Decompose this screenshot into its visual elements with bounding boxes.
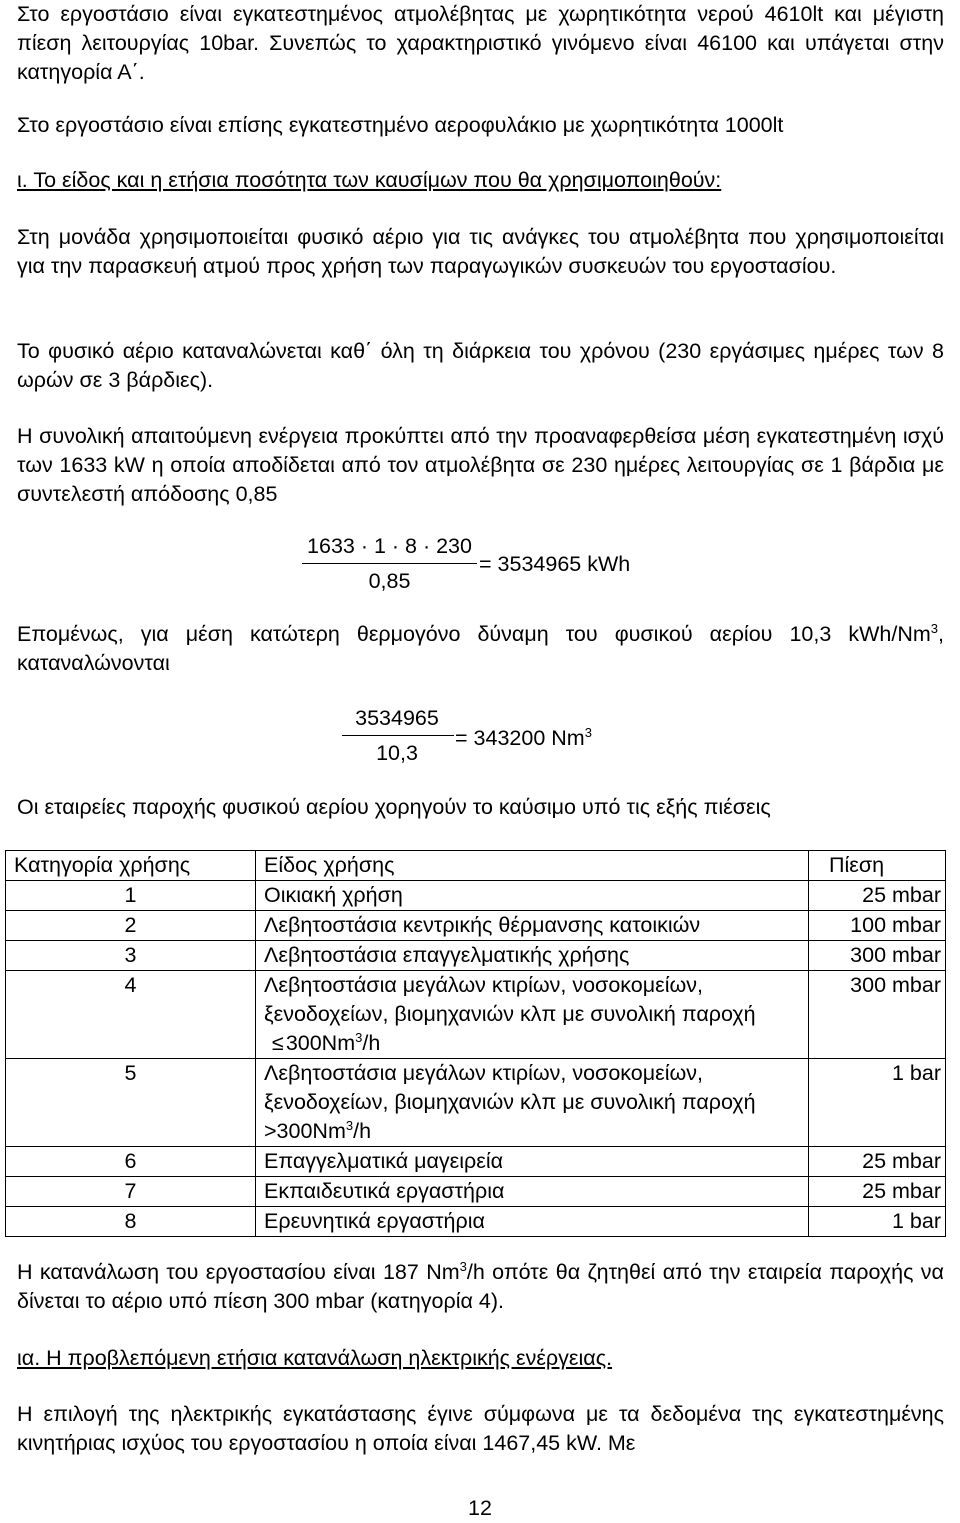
row-pressure: 100 mbar xyxy=(809,911,946,941)
row-pressure: 1 bar xyxy=(809,1059,946,1147)
header-pressure: Πίεση xyxy=(809,851,946,881)
heating-value-sup: 3 xyxy=(930,620,939,636)
consumption-period-paragraph: Το φυσικό αέριο καταναλώνεται καθ΄ όλη τη διάρκεια του χρόνου (230 εργάσιμες ημέρες των 8 ωρών σε 3 βάρδιες). xyxy=(17,339,944,392)
row-usage-type: Εκπαιδευτικά εργαστήρια xyxy=(256,1177,809,1207)
row-category: 2 xyxy=(6,911,256,941)
table-row xyxy=(6,881,946,911)
table-row xyxy=(6,1147,946,1177)
row-usage-unit: /h xyxy=(362,1031,381,1055)
row-category: 7 xyxy=(6,1177,256,1207)
row-pressure: 1 bar xyxy=(809,1207,946,1237)
intro-paragraph: Στο εργοστάσιο είναι εγκατεστημένος ατμολέβητας με χωρητικότητα νερού 4610lt και μέγιστη πίεση λειτουργίας 10bar. Συνεπώς το χαρακτηριστικό γινόμενο είναι 46100 και υπάγεται στην κατηγορία Α΄. xyxy=(17,2,944,84)
electrical-installation-paragraph: Η επιλογή της ηλεκτρικής εγκατάστασης έγινε σύμφωνα με τα δεδομένα της εγκατεστημένης κινητήριας ισχύος του εργοστασίου η οποία είναι 1467,45 kW. Με xyxy=(17,1402,944,1455)
row-category: 5 xyxy=(6,1059,256,1147)
heating-value-tail: , καταναλώνονται xyxy=(17,622,944,675)
row-category: 8 xyxy=(6,1207,256,1237)
row-usage-type: Οικιακή χρήση xyxy=(256,881,809,911)
page-number: 12 xyxy=(468,1496,492,1520)
row-category: 4 xyxy=(6,971,256,1059)
natural-gas-usage-paragraph: Στη μονάδα χρησιμοποιείται φυσικό αέριο για τις ανάγκες του ατμολέβητα που χρησιμοποιείται για την παρασκευή ατμού προς χρήση των παραγωγικών συσκευών του εργοστασίου. xyxy=(17,225,944,278)
row-pressure: 25 mbar xyxy=(809,1177,946,1207)
table-row xyxy=(6,1059,946,1147)
formula1-denominator: 0,85 xyxy=(368,569,411,593)
table-row xyxy=(6,1177,946,1207)
header-usage-type: Είδος χρήσης xyxy=(256,851,809,881)
section-i-heading: ι. Το είδος και η ετήσια ποσότητα των καυσίμων που θα χρησιμοποιηθούν: xyxy=(17,168,722,192)
row-category: 6 xyxy=(6,1147,256,1177)
formula1-result: = 3534965 kWh xyxy=(479,552,631,576)
formula1-numerator: 1633 · 1 · 8 · 230 xyxy=(307,534,472,558)
row-usage-type: Ερευνητικά εργαστήρια xyxy=(256,1207,809,1237)
formula2-result-sup: 3 xyxy=(584,724,592,740)
factory-consumption-text: Η κατανάλωση του εργοστασίου είναι 187 Nm xyxy=(17,1260,460,1284)
row-pressure: 300 mbar xyxy=(809,941,946,971)
formula1-fraction-bar xyxy=(302,563,477,564)
row-category: 1 xyxy=(6,881,256,911)
header-category: Κατηγορία χρήσης xyxy=(6,851,256,881)
formula2-result-text: = 343200 Nm xyxy=(455,726,585,750)
formula2-fraction-bar xyxy=(342,735,454,736)
formula2-denominator: 10,3 xyxy=(376,741,418,765)
row-usage-unit: /h xyxy=(353,1119,372,1143)
row-usage-type: Λεβητοστάσια κεντρικής θέρμανσης κατοικιών xyxy=(256,911,809,941)
heating-value-text: Επομένως, για μέση κατώτερη θερμογόνο δύναμη του φυσικού αερίου 10,3 kWh/Nm xyxy=(17,622,931,646)
table-header-row xyxy=(6,851,946,881)
table-row xyxy=(6,1207,946,1237)
less-or-equal-symbol: ≤ xyxy=(272,1031,284,1055)
row-usage-type xyxy=(256,1059,809,1147)
volume-formula xyxy=(17,702,944,772)
factory-consumption-sup: 3 xyxy=(459,1258,467,1274)
air-tank-paragraph: Στο εργοστάσιο είναι επίσης εγκατεστημένο αεροφυλάκιο με χωρητικότητα 1000lt xyxy=(17,113,784,137)
heating-value-paragraph xyxy=(17,620,944,678)
table-row xyxy=(6,971,946,1059)
row-usage-flow: 300Nm xyxy=(285,1031,356,1055)
formula2-numerator: 3534965 xyxy=(355,706,439,730)
table-row xyxy=(6,911,946,941)
row-pressure: 300 mbar xyxy=(809,971,946,1059)
row-usage-text: Λεβητοστάσια μεγάλων κτιρίων, νοσοκομείων, ξενοδοχείων, βιομηχανιών κλπ με συνολική παροχή >300Nm xyxy=(264,1061,756,1143)
row-category: 3 xyxy=(6,941,256,971)
pressure-table xyxy=(5,850,946,1237)
energy-demand-paragraph: Η συνολική απαιτούμενη ενέργεια προκύπτει από την προαναφερθείσα μέση εγκατεστημένη ισχύ των 1633 kW η οποία αποδίδεται από τον ατμολέβητα σε 230 ημέρες λειτουργίας σε 1 βάρδια με συντελεστή απόδοσης 0,85 xyxy=(17,424,944,506)
gas-pressure-intro: Οι εταιρείες παροχής φυσικού αερίου χορηγούν το καύσιμο υπό τις εξής πιέσεις xyxy=(17,795,771,819)
section-ia-heading: ια. Η προβλεπόμενη ετήσια κατανάλωση ηλεκτρικής ενέργειας. xyxy=(17,1346,613,1370)
pressure-table-wrap xyxy=(14,850,946,1237)
energy-formula xyxy=(17,530,944,600)
row-pressure: 25 mbar xyxy=(809,881,946,911)
row-usage-type: Επαγγελματικά μαγειρεία xyxy=(256,1147,809,1177)
factory-consumption-tail: /h οπότε θα ζητηθεί από την εταιρεία παροχής να δίνεται το αέριο υπό πίεση 300 mbar (κατηγορία 4). xyxy=(17,1260,944,1313)
row-usage-type: Λεβητοστάσια επαγγελματικής χρήσης xyxy=(256,941,809,971)
factory-consumption-paragraph xyxy=(17,1258,944,1316)
row-usage-sup: 3 xyxy=(355,1029,363,1045)
row-usage-text: Λεβητοστάσια μεγάλων κτιρίων, νοσοκομείων, ξενοδοχείων, βιομηχανιών κλπ με συνολική παροχή xyxy=(264,973,756,1026)
table-row xyxy=(6,941,946,971)
formula2-result xyxy=(455,724,592,753)
row-pressure: 25 mbar xyxy=(809,1147,946,1177)
row-usage-sup: 3 xyxy=(345,1117,354,1133)
row-usage-type xyxy=(256,971,809,1059)
